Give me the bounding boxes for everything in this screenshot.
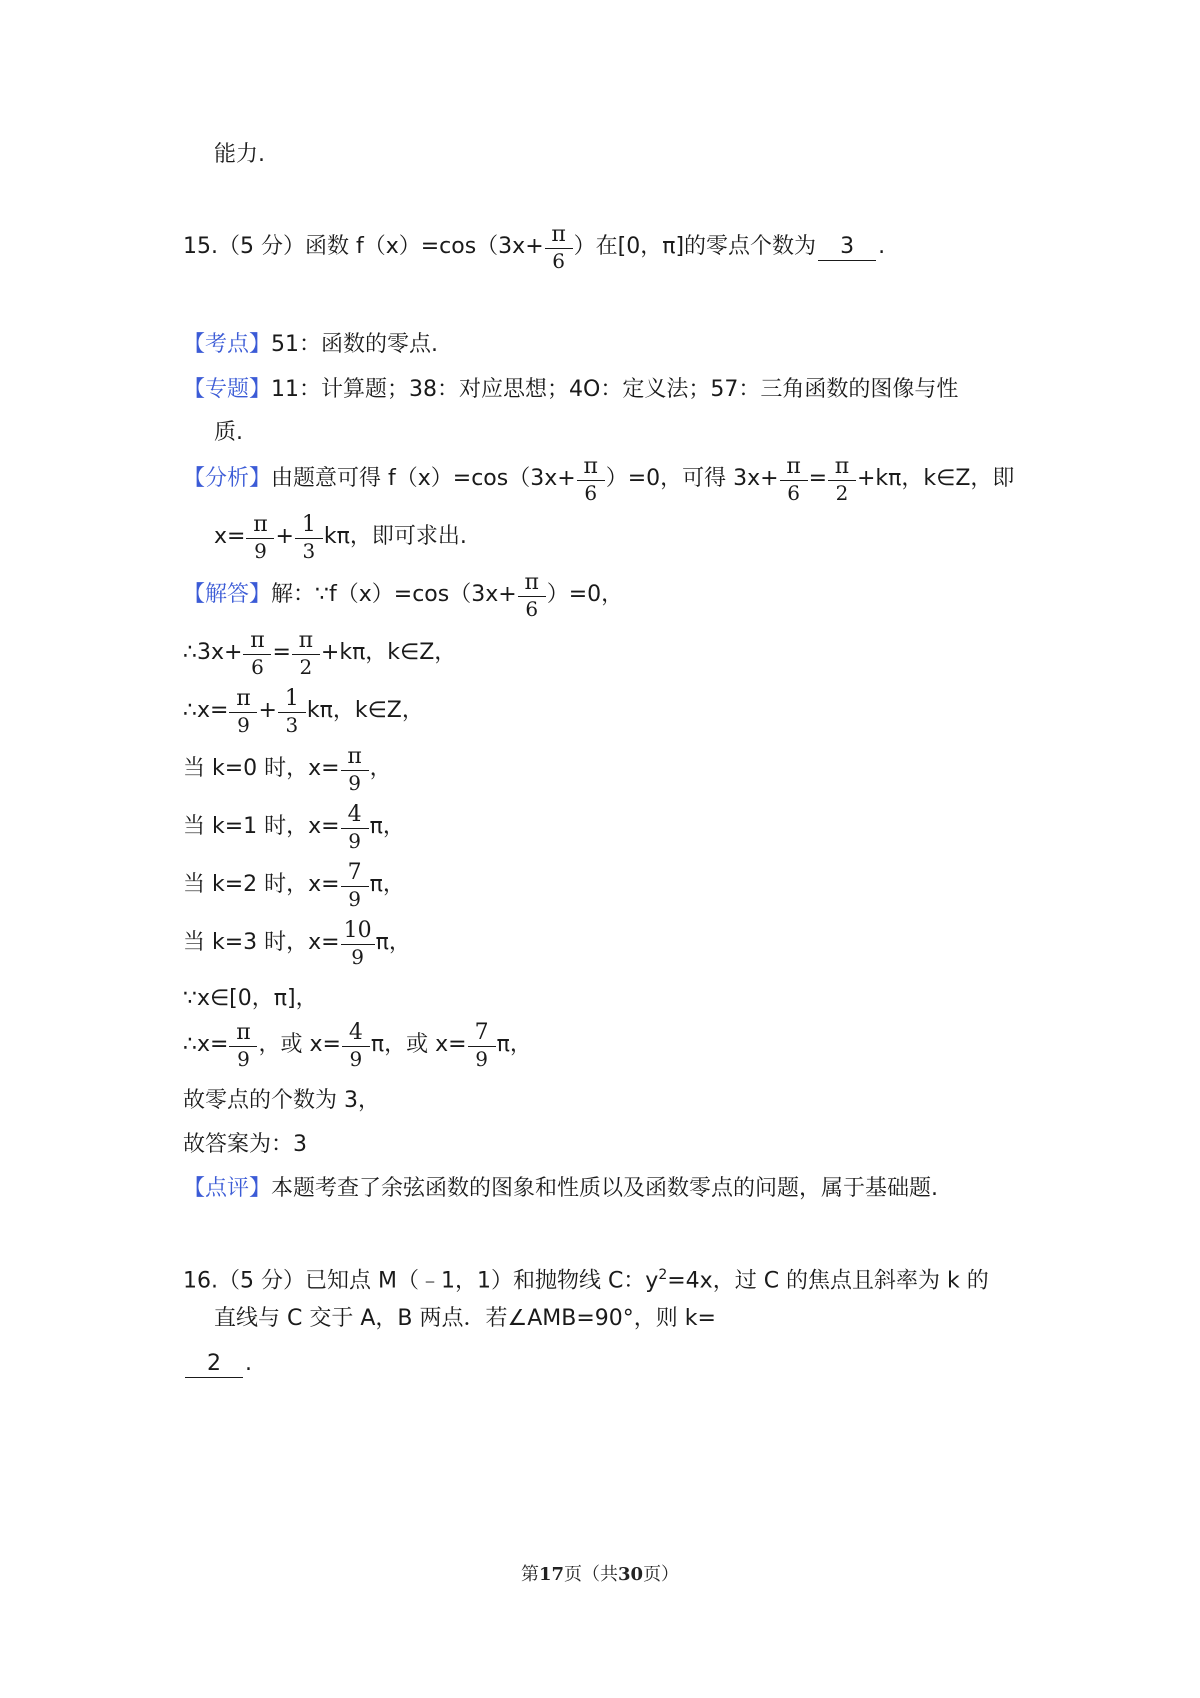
fraction: $\frac{7}{9}$ — [468, 1022, 496, 1069]
fraction: $\frac{1}{3}$ — [295, 514, 323, 561]
fraction: $\frac{1}{3}$ — [278, 688, 306, 735]
solution-step: 当 k=2 时，x= $\frac{7}{9}$ π， — [183, 859, 405, 911]
solution-step: ∴x= $\frac{\pi}{9}$ ，或 x= $\frac{4}{9}$ π，或 x= $\frac{7}{9}$ π， — [183, 1019, 532, 1071]
fraction: $\frac{\pi}{6}$ — [545, 224, 573, 271]
jieda-line: 【解答】解：∵f（x）=cos（3x+ $\frac{\pi}{6}$ ）=0， — [183, 569, 624, 621]
kaodian-line: 【考点】51：函数的零点. — [183, 332, 439, 357]
fraction: $\frac{7}{9}$ — [341, 862, 369, 909]
answer-blank: 3 — [818, 234, 876, 261]
zhuanti-tag: 【专题】 — [183, 377, 272, 402]
fraction: $\frac{\pi}{2}$ — [828, 456, 856, 503]
fraction: $\frac{\pi}{9}$ — [341, 746, 369, 793]
fraction: $\frac{\pi}{6}$ — [518, 572, 546, 619]
dianping-line: 【点评】本题考查了余弦函数的图象和性质以及函数零点的问题，属于基础题. — [183, 1176, 939, 1201]
fraction: $\frac{4}{9}$ — [341, 804, 369, 851]
fenxi-tag: 【分析】 — [183, 466, 272, 491]
solution-step: 当 k=0 时，x= $\frac{\pi}{9}$ ， — [183, 743, 392, 795]
fraction: $\frac{\pi}{9}$ — [246, 514, 274, 561]
fraction: $\frac{\pi}{9}$ — [229, 688, 257, 735]
solution-step: ∴3x+ $\frac{\pi}{6}$ = $\frac{\pi}{2}$ +kπ，k∈Z， — [183, 627, 457, 679]
fraction: $\frac{\pi}{6}$ — [577, 456, 605, 503]
fenxi-line-2: x= $\frac{\pi}{9}$ + $\frac{1}{3}$ kπ，即可求出. — [214, 511, 467, 563]
fraction: $\frac{\pi}{6}$ — [243, 630, 271, 677]
solution-step: 故零点的个数为 3， — [183, 1088, 380, 1113]
fraction: $\frac{10}{9}$ — [341, 920, 375, 967]
total-pages: 30 — [618, 1564, 644, 1585]
fenxi-line: 【分析】由题意可得 f（x）=cos（3x+ $\frac{\pi}{6}$ ）=0，可得 3x+ $\frac{\pi}{6}$ = $\frac{\pi}{2}$ +kπ，k∈Z，即 — [183, 453, 1015, 505]
fraction: $\frac{\pi}{6}$ — [780, 456, 808, 503]
solution-step: 当 k=1 时，x= $\frac{4}{9}$ π， — [183, 801, 405, 853]
solution-step: 当 k=3 时，x= $\frac{10}{9}$ π， — [183, 917, 411, 969]
solution-answer: 故答案为：3 — [183, 1132, 307, 1157]
fraction: $\frac{\pi}{2}$ — [292, 630, 320, 677]
page-footer: 第17页（共30页） — [520, 1564, 680, 1585]
dianping-tag: 【点评】 — [183, 1176, 272, 1201]
solution-step: ∴x= $\frac{\pi}{9}$ + $\frac{1}{3}$ kπ，k∈Z， — [183, 685, 424, 737]
kaodian-tag: 【考点】 — [183, 332, 272, 357]
fraction: $\frac{4}{9}$ — [342, 1022, 370, 1069]
answer-blank: 2 — [185, 1351, 243, 1378]
jieda-tag: 【解答】 — [183, 582, 272, 607]
fraction: $\frac{\pi}{9}$ — [229, 1022, 257, 1069]
zhuanti-line: 【专题】11：计算题；38：对应思想；4O：定义法；57：三角函数的图像与性 — [183, 377, 959, 402]
zhuanti-line-2: 质. — [214, 420, 243, 445]
question-15: 15.（5 分）函数 f（x）=cos（3x+ $\frac{\pi}{6}$ ）在[0，π]的零点个数为 3 . — [183, 221, 886, 273]
page-number: 17 — [538, 1564, 564, 1585]
question-16-line-2: 直线与 C 交于 A，B 两点．若∠AMB=90°，则 k= — [214, 1306, 716, 1331]
continued-text: 能力. — [214, 142, 265, 167]
question-16: 16.（5 分）已知点 M（﹣1，1）和抛物线 C：$y^2=4x$，过 C 的焦点且斜率为 k 的 — [183, 1267, 989, 1294]
question-16-answer: 2 . — [183, 1349, 252, 1379]
solution-step: ∵x∈[0，π]， — [183, 986, 318, 1011]
